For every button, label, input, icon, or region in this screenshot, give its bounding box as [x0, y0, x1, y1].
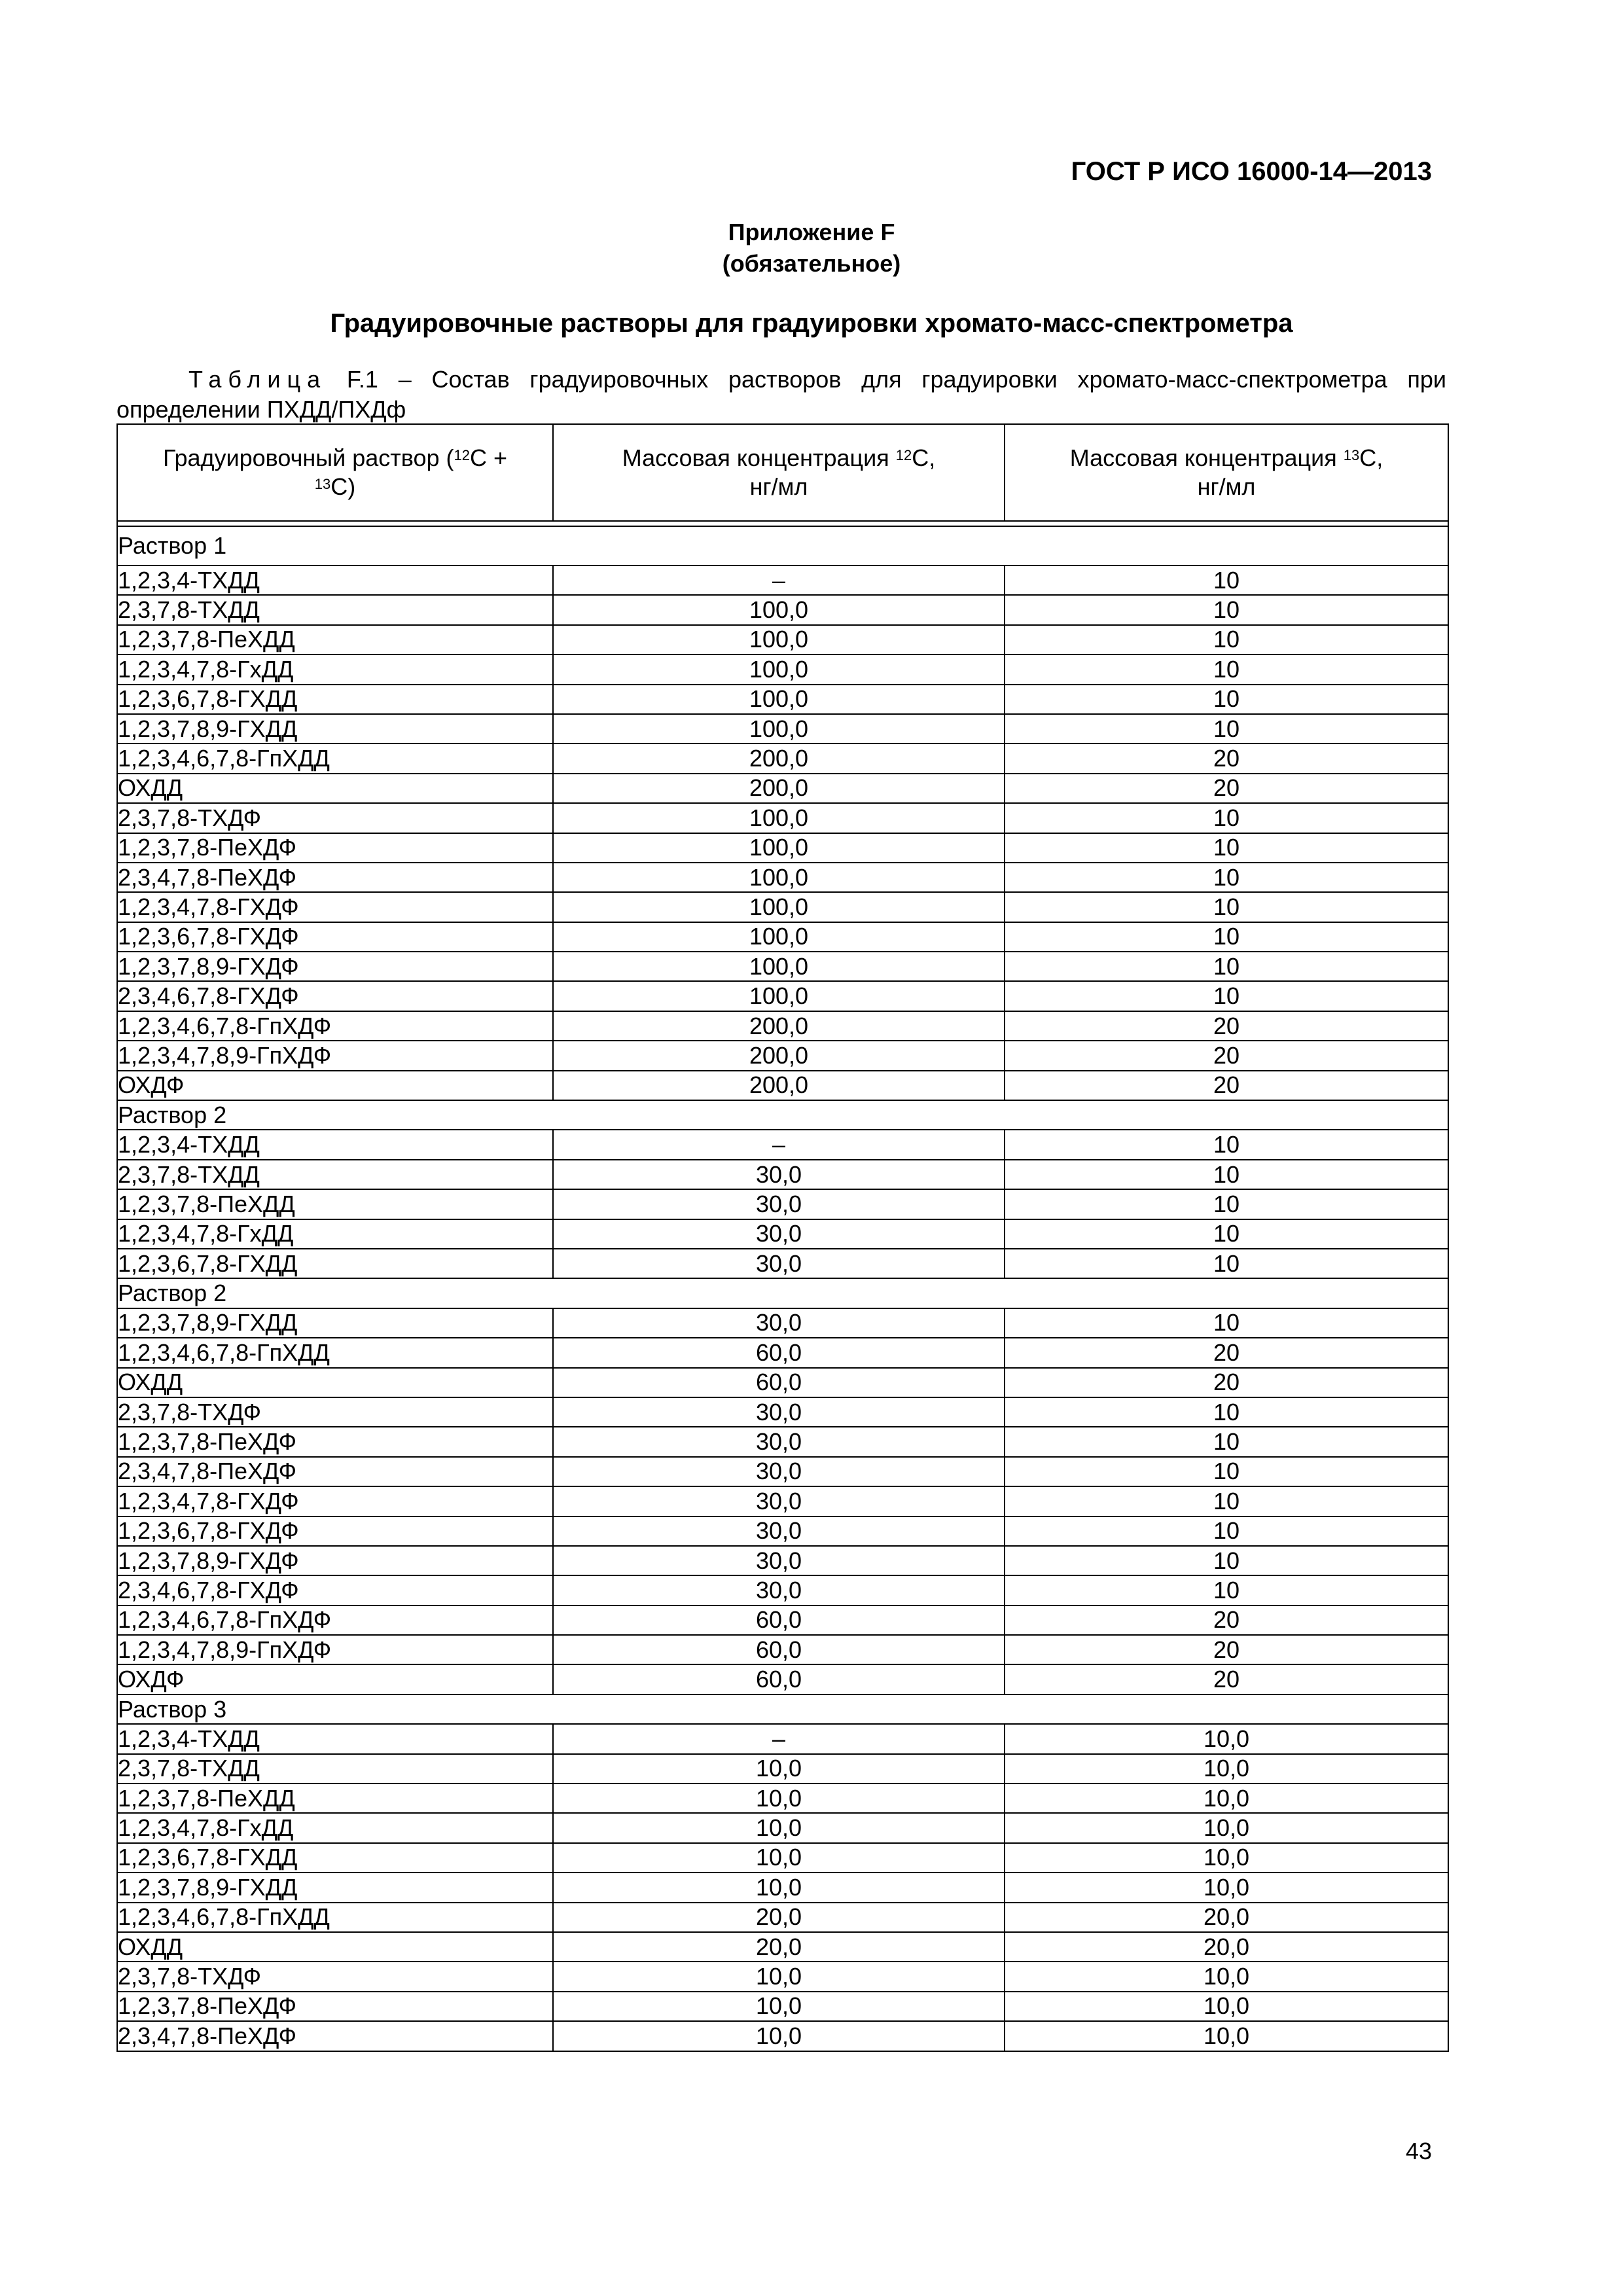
- table-row: [117, 981, 1448, 1011]
- table-row: [117, 1457, 1448, 1486]
- cell-concentration-12c: 30,0: [553, 1457, 1005, 1486]
- cell-concentration-13c: 20: [1005, 1338, 1448, 1367]
- cell-concentration-12c: –: [553, 565, 1005, 595]
- section-heading: Градуировочные растворы для градуировки хромато-масс-спектрометра: [330, 309, 1293, 338]
- cell-concentration-13c: 10: [1005, 655, 1448, 684]
- cell-compound: 1,2,3,6,7,8-ГХДФ: [117, 1516, 553, 1546]
- table-row: [117, 1903, 1448, 1932]
- cell-concentration-13c: 10,0: [1005, 1754, 1448, 1784]
- table-row: [117, 1308, 1448, 1338]
- cell-compound: 1,2,3,7,8-ПеХДФ: [117, 1427, 553, 1456]
- cell-concentration-12c: 100,0: [553, 595, 1005, 624]
- table-row: [117, 1784, 1448, 1813]
- document-code: ГОСТ Р ИСО 16000-14—2013: [1071, 157, 1432, 186]
- table-row: [117, 1635, 1448, 1664]
- page-number: 43: [1405, 2138, 1432, 2164]
- cell-concentration-13c: 10,0: [1005, 1813, 1448, 1842]
- cell-compound: 1,2,3,7,8,9-ГХДД: [117, 1308, 553, 1338]
- cell-concentration-13c: 20,0: [1005, 1932, 1448, 1962]
- caption-text: – Состав градуировочных растворов для градуировки хромато-масс-спектрометра при: [398, 366, 1446, 393]
- group-row: [117, 1695, 1448, 1724]
- cell-concentration-12c: 100,0: [553, 714, 1005, 744]
- cell-compound: ОХДД: [117, 774, 553, 803]
- table-row: [117, 922, 1448, 952]
- cell-concentration-12c: 100,0: [553, 625, 1005, 655]
- cell-concentration-12c: 30,0: [553, 1516, 1005, 1546]
- cell-concentration-13c: 10: [1005, 595, 1448, 624]
- table-row: [117, 1962, 1448, 1991]
- cell-concentration-12c: 10,0: [553, 1813, 1005, 1842]
- table-row: [117, 565, 1448, 595]
- cell-concentration-13c: 20: [1005, 774, 1448, 803]
- table-row: [117, 714, 1448, 744]
- table-row: [117, 833, 1448, 863]
- cell-concentration-12c: 100,0: [553, 981, 1005, 1011]
- cell-compound: 2,3,7,8-ТХДД: [117, 1160, 553, 1189]
- table-row: [117, 1516, 1448, 1546]
- cell-concentration-12c: 30,0: [553, 1189, 1005, 1219]
- cell-compound: 1,2,3,7,8-ПеХДД: [117, 1189, 553, 1219]
- header-concentration-13c: Массовая концентрация $^{13}$C, нг/мл: [1005, 424, 1448, 521]
- cell-concentration-13c: 10: [1005, 1130, 1448, 1159]
- table-row: [117, 952, 1448, 981]
- cell-concentration-12c: 100,0: [553, 655, 1005, 684]
- cell-concentration-12c: 60,0: [553, 1605, 1005, 1635]
- cell-concentration-12c: 10,0: [553, 1873, 1005, 1902]
- table-row: [117, 774, 1448, 803]
- table-row: [117, 1368, 1448, 1397]
- header-spacer: [117, 521, 1448, 526]
- cell-concentration-13c: 20: [1005, 1011, 1448, 1041]
- table-row: [117, 1813, 1448, 1842]
- caption-number: F.1: [346, 366, 378, 393]
- cell-compound: ОХДФ: [117, 1071, 553, 1100]
- header-concentration-12c: Массовая концентрация $^{12}$C, нг/мл: [553, 424, 1005, 521]
- cell-compound: 1,2,3,7,8,9-ГХДД: [117, 714, 553, 744]
- table-row: [117, 1427, 1448, 1456]
- cell-concentration-12c: 100,0: [553, 863, 1005, 892]
- cell-compound: 1,2,3,4,6,7,8-ГпХДФ: [117, 1011, 553, 1041]
- cell-concentration-13c: 10: [1005, 1486, 1448, 1516]
- cell-concentration-12c: 60,0: [553, 1368, 1005, 1397]
- cell-concentration-13c: 20: [1005, 744, 1448, 773]
- cell-concentration-13c: 10: [1005, 1397, 1448, 1427]
- table-row: [117, 1873, 1448, 1902]
- cell-compound: ОХДД: [117, 1368, 553, 1397]
- table-row: [117, 1219, 1448, 1249]
- cell-concentration-12c: 200,0: [553, 774, 1005, 803]
- cell-concentration-12c: 30,0: [553, 1397, 1005, 1427]
- table-row: [117, 1546, 1448, 1575]
- caption-label: Таблица: [188, 366, 327, 393]
- cell-concentration-13c: 10,0: [1005, 1784, 1448, 1813]
- cell-concentration-13c: 10: [1005, 803, 1448, 833]
- cell-compound: 2,3,7,8-ТХДД: [117, 1754, 553, 1784]
- table-row: [117, 1843, 1448, 1873]
- cell-concentration-12c: 30,0: [553, 1427, 1005, 1456]
- table-row: [117, 1724, 1448, 1753]
- table-row: [117, 1754, 1448, 1784]
- cell-concentration-12c: 10,0: [553, 2021, 1005, 2051]
- cell-compound: 1,2,3,7,8,9-ГХДФ: [117, 1546, 553, 1575]
- header-solution: Градуировочный раствор ($^{12}$C + $^{13}$C): [117, 424, 553, 521]
- cell-compound: 2,3,4,6,7,8-ГХДФ: [117, 981, 553, 1011]
- cell-concentration-12c: 10,0: [553, 1992, 1005, 2021]
- group-label: Раствор 3: [117, 1695, 1448, 1724]
- group-row: [117, 1278, 1448, 1308]
- cell-concentration-12c: 100,0: [553, 833, 1005, 863]
- cell-concentration-13c: 10: [1005, 1516, 1448, 1546]
- cell-concentration-12c: 20,0: [553, 1932, 1005, 1962]
- cell-concentration-13c: 10,0: [1005, 1962, 1448, 1991]
- cell-compound: 1,2,3,4,7,8-ГХДФ: [117, 1486, 553, 1516]
- cell-concentration-13c: 10: [1005, 1249, 1448, 1278]
- cell-compound: 1,2,3,4,7,8,9-ГпХДФ: [117, 1635, 553, 1664]
- cell-concentration-13c: 10: [1005, 1546, 1448, 1575]
- table-row: [117, 1605, 1448, 1635]
- cell-compound: 1,2,3,4,6,7,8-ГпХДД: [117, 1903, 553, 1932]
- cell-compound: 2,3,7,8-ТХДД: [117, 595, 553, 624]
- cell-compound: 1,2,3,4-ТХДД: [117, 1724, 553, 1753]
- cell-compound: 1,2,3,4-ТХДД: [117, 565, 553, 595]
- cell-concentration-13c: 10: [1005, 1575, 1448, 1605]
- cell-concentration-13c: 10,0: [1005, 2021, 1448, 2051]
- cell-compound: 2,3,4,7,8-ПеХДФ: [117, 1457, 553, 1486]
- table-row: [117, 892, 1448, 922]
- cell-compound: 1,2,3,4-ТХДД: [117, 1130, 553, 1159]
- cell-concentration-13c: 20: [1005, 1605, 1448, 1635]
- cell-compound: ОХДФ: [117, 1664, 553, 1694]
- table-row: [117, 655, 1448, 684]
- table-row: [117, 685, 1448, 714]
- table-body: [117, 526, 1448, 2051]
- cell-compound: 1,2,3,4,7,8,9-ГпХДФ: [117, 1041, 553, 1070]
- table-row: [117, 1041, 1448, 1070]
- caption-text-continued: определении ПХДД/ПХДф: [116, 396, 406, 423]
- cell-concentration-12c: 60,0: [553, 1635, 1005, 1664]
- cell-compound: 2,3,7,8-ТХДФ: [117, 1962, 553, 1991]
- cell-concentration-12c: 30,0: [553, 1219, 1005, 1249]
- table-row: [117, 863, 1448, 892]
- cell-concentration-12c: 30,0: [553, 1575, 1005, 1605]
- cell-compound: 1,2,3,4,6,7,8-ГпХДФ: [117, 1605, 553, 1635]
- annex-title: Приложение F: [728, 219, 895, 245]
- cell-concentration-12c: 60,0: [553, 1664, 1005, 1694]
- cell-compound: 1,2,3,4,6,7,8-ГпХДД: [117, 1338, 553, 1367]
- group-label: Раствор 2: [117, 1278, 1448, 1308]
- table-row: [117, 744, 1448, 773]
- cell-compound: 2,3,4,7,8-ПеХДФ: [117, 2021, 553, 2051]
- cell-concentration-13c: 10: [1005, 685, 1448, 714]
- cell-concentration-12c: 20,0: [553, 1903, 1005, 1932]
- cell-concentration-12c: 30,0: [553, 1546, 1005, 1575]
- cell-concentration-13c: 10,0: [1005, 1873, 1448, 1902]
- cell-compound: 1,2,3,6,7,8-ГХДД: [117, 1249, 553, 1278]
- group-row: [117, 1100, 1448, 1130]
- cell-concentration-13c: 10: [1005, 1160, 1448, 1189]
- cell-compound: 1,2,3,7,8-ПеХДФ: [117, 1992, 553, 2021]
- cell-concentration-12c: 100,0: [553, 685, 1005, 714]
- cell-compound: 2,3,7,8-ТХДФ: [117, 1397, 553, 1427]
- cell-concentration-12c: 10,0: [553, 1962, 1005, 1991]
- cell-concentration-13c: 10: [1005, 863, 1448, 892]
- cell-compound: 1,2,3,4,7,8-ГхДД: [117, 655, 553, 684]
- cell-concentration-12c: 10,0: [553, 1754, 1005, 1784]
- cell-compound: 1,2,3,6,7,8-ГХДД: [117, 685, 553, 714]
- cell-concentration-12c: 200,0: [553, 1041, 1005, 1070]
- table-caption: [116, 365, 1446, 425]
- cell-concentration-12c: 200,0: [553, 1011, 1005, 1041]
- cell-concentration-13c: 10: [1005, 625, 1448, 655]
- cell-concentration-12c: 100,0: [553, 952, 1005, 981]
- group-label: Раствор 2: [117, 1100, 1448, 1130]
- cell-concentration-12c: 60,0: [553, 1338, 1005, 1367]
- cell-concentration-12c: 100,0: [553, 803, 1005, 833]
- table-row: [117, 1189, 1448, 1219]
- cell-concentration-12c: 200,0: [553, 744, 1005, 773]
- table-row: [117, 1130, 1448, 1159]
- table-row: [117, 803, 1448, 833]
- cell-compound: 1,2,3,4,7,8-ГХДФ: [117, 892, 553, 922]
- table-row: [117, 1011, 1448, 1041]
- cell-concentration-12c: 10,0: [553, 1784, 1005, 1813]
- cell-concentration-12c: 30,0: [553, 1160, 1005, 1189]
- table-row: [117, 2021, 1448, 2051]
- cell-concentration-12c: 30,0: [553, 1486, 1005, 1516]
- cell-concentration-13c: 10: [1005, 952, 1448, 981]
- cell-compound: 1,2,3,6,7,8-ГХДФ: [117, 922, 553, 952]
- cell-compound: 1,2,3,7,8,9-ГХДД: [117, 1873, 553, 1902]
- cell-concentration-13c: 10: [1005, 922, 1448, 952]
- table-row: [117, 1575, 1448, 1605]
- cell-concentration-13c: 10: [1005, 714, 1448, 744]
- cell-concentration-13c: 10,0: [1005, 1843, 1448, 1873]
- cell-concentration-13c: 10: [1005, 1219, 1448, 1249]
- group-row: [117, 526, 1448, 565]
- group-label: Раствор 1: [117, 526, 1448, 565]
- cell-concentration-13c: 20: [1005, 1041, 1448, 1070]
- cell-compound: 1,2,3,7,8-ПеХДД: [117, 625, 553, 655]
- calibration-table: [116, 423, 1449, 2052]
- cell-concentration-12c: –: [553, 1724, 1005, 1753]
- table-header-row: [117, 424, 1448, 521]
- cell-concentration-12c: 100,0: [553, 922, 1005, 952]
- table-row: [117, 1932, 1448, 1962]
- cell-compound: 1,2,3,7,8,9-ГХДФ: [117, 952, 553, 981]
- cell-concentration-13c: 10: [1005, 1308, 1448, 1338]
- cell-concentration-13c: 10: [1005, 565, 1448, 595]
- cell-concentration-12c: –: [553, 1130, 1005, 1159]
- cell-concentration-13c: 10: [1005, 1457, 1448, 1486]
- cell-concentration-13c: 10,0: [1005, 1992, 1448, 2021]
- cell-concentration-13c: 20: [1005, 1368, 1448, 1397]
- table-row: [117, 1249, 1448, 1278]
- cell-concentration-13c: 20,0: [1005, 1903, 1448, 1932]
- cell-concentration-12c: 100,0: [553, 892, 1005, 922]
- cell-concentration-12c: 200,0: [553, 1071, 1005, 1100]
- cell-compound: 2,3,4,7,8-ПеХДФ: [117, 863, 553, 892]
- cell-concentration-13c: 10: [1005, 981, 1448, 1011]
- table-row: [117, 595, 1448, 624]
- annex-status: (обязательное): [722, 250, 901, 277]
- table-row: [117, 625, 1448, 655]
- cell-concentration-13c: 10: [1005, 833, 1448, 863]
- cell-compound: 1,2,3,4,7,8-ГхДД: [117, 1219, 553, 1249]
- cell-concentration-13c: 10: [1005, 1427, 1448, 1456]
- cell-concentration-13c: 10: [1005, 1189, 1448, 1219]
- cell-compound: 2,3,7,8-ТХДФ: [117, 803, 553, 833]
- cell-concentration-12c: 10,0: [553, 1843, 1005, 1873]
- table-row: [117, 1664, 1448, 1694]
- cell-concentration-12c: 30,0: [553, 1249, 1005, 1278]
- cell-compound: 1,2,3,7,8-ПеХДФ: [117, 833, 553, 863]
- table-row: [117, 1992, 1448, 2021]
- table-row: [117, 1397, 1448, 1427]
- cell-concentration-13c: 10,0: [1005, 1724, 1448, 1753]
- cell-concentration-13c: 20: [1005, 1071, 1448, 1100]
- table-row: [117, 1486, 1448, 1516]
- cell-compound: ОХДД: [117, 1932, 553, 1962]
- cell-concentration-13c: 20: [1005, 1664, 1448, 1694]
- cell-compound: 2,3,4,6,7,8-ГХДФ: [117, 1575, 553, 1605]
- table-row: [117, 1338, 1448, 1367]
- cell-concentration-13c: 10: [1005, 892, 1448, 922]
- cell-compound: 1,2,3,4,6,7,8-ГпХДД: [117, 744, 553, 773]
- cell-compound: 1,2,3,7,8-ПеХДД: [117, 1784, 553, 1813]
- table-row: [117, 1071, 1448, 1100]
- cell-compound: 1,2,3,6,7,8-ГХДД: [117, 1843, 553, 1873]
- cell-concentration-13c: 20: [1005, 1635, 1448, 1664]
- cell-compound: 1,2,3,4,7,8-ГхДД: [117, 1813, 553, 1842]
- table-row: [117, 1160, 1448, 1189]
- cell-concentration-12c: 30,0: [553, 1308, 1005, 1338]
